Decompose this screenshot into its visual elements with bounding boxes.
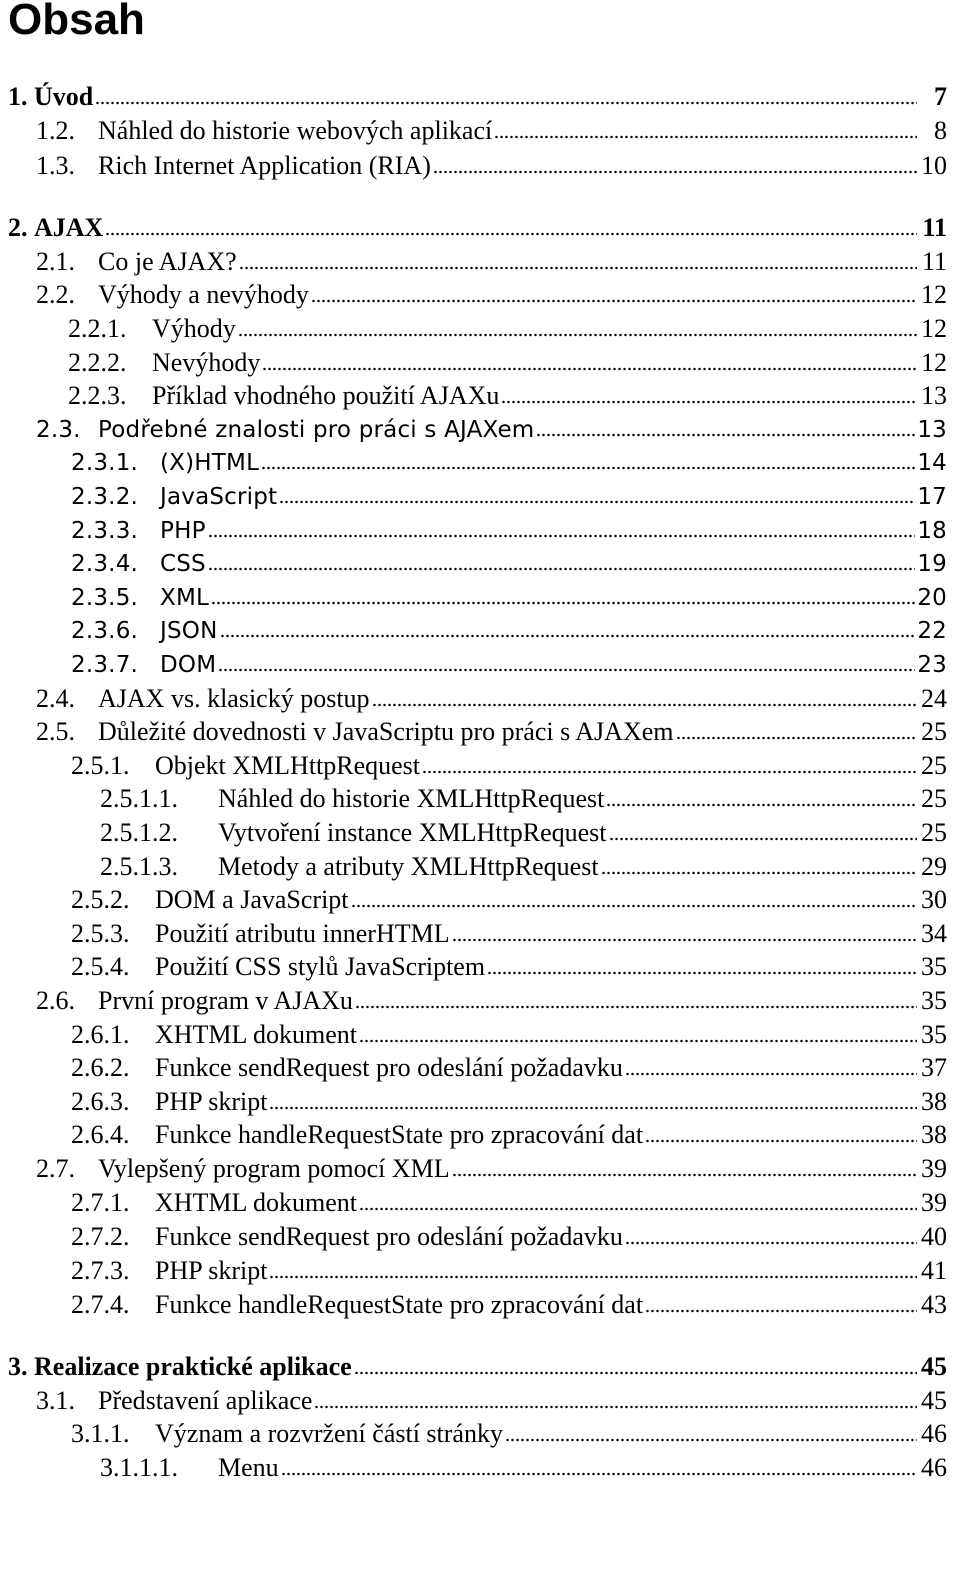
toc-entry[interactable] (36, 1151, 947, 1187)
toc-entry-title: XML (160, 585, 210, 611)
toc-entry-page-number: 18 (917, 518, 947, 544)
toc-entry-page-number: 13 (917, 417, 947, 443)
toc-entry-number: 2.2.3. (68, 381, 127, 410)
toc-entry[interactable] (36, 1383, 947, 1419)
toc-entry-page-number: 30 (921, 885, 947, 914)
toc-entry[interactable] (71, 882, 947, 918)
toc-entry-page-number: 46 (921, 1453, 947, 1482)
toc-entry[interactable] (71, 1117, 947, 1153)
toc-entry[interactable] (71, 546, 947, 582)
toc-entry-number: 2.1. (36, 247, 75, 276)
toc-entry[interactable] (68, 345, 947, 381)
dot-leader (452, 1157, 917, 1177)
toc-entry-title: Funkce sendRequest pro odeslání požadavku (155, 1222, 623, 1251)
toc-entry-title: Výhody (152, 314, 236, 343)
toc-entry[interactable] (71, 949, 947, 985)
toc-entry-number: 2. (8, 213, 28, 242)
toc-entry-title: CSS (160, 551, 206, 577)
toc-entry-number: 2.6.2. (71, 1053, 130, 1082)
toc-entry[interactable] (36, 244, 947, 280)
toc-entry-title: Náhled do historie webových aplikací (98, 116, 493, 145)
toc-entry-title: Metody a atributy XMLHttpRequest (218, 852, 599, 881)
toc-entry-page-number: 11 (921, 247, 947, 276)
toc-entry-page-number: 22 (917, 618, 947, 644)
toc-entry[interactable] (71, 580, 947, 616)
toc-entry-title: Použití CSS stylů JavaScriptem (155, 952, 486, 981)
toc-entry[interactable] (71, 1416, 947, 1452)
toc-entry-page-number: 35 (921, 986, 947, 1015)
toc-entry-title: Důležité dovednosti v JavaScriptu pro práci s AJAXem (98, 717, 674, 746)
toc-entry[interactable] (71, 1287, 947, 1323)
toc-entry-title: JavaScript (160, 484, 278, 510)
toc-entry-number: 3.1. (36, 1386, 75, 1415)
toc-entry-title: AJAX vs. klasický postup (98, 684, 370, 713)
toc-entry[interactable] (36, 148, 947, 184)
page-title: Obsah (8, 0, 145, 44)
toc-entry-title: PHP skript (155, 1087, 268, 1116)
toc-entry-title: JSON (160, 618, 218, 644)
dot-leader (281, 1456, 917, 1476)
toc-entry-page-number: 24 (921, 684, 947, 713)
toc-entry[interactable] (71, 1185, 947, 1221)
dot-leader (676, 720, 918, 740)
toc-entry-title: Podřebné znalosti pro práci s AJAXem (98, 417, 535, 443)
toc-entry-page-number: 20 (917, 585, 947, 611)
toc-entry-title: (X)HTML (160, 450, 260, 476)
toc-entry-title: Menu (218, 1453, 279, 1482)
toc-entry[interactable] (36, 277, 947, 313)
toc-entry-number: 2.3.1. (71, 450, 139, 476)
toc-entry-title: Příklad vhodného použití AJAXu (152, 381, 500, 410)
toc-entry-page-number: 38 (921, 1120, 947, 1149)
toc-entry-number: 2.3. (36, 417, 81, 443)
toc-entry[interactable] (8, 210, 947, 246)
toc-entry-page-number: 45 (921, 1352, 947, 1381)
toc-entry-title: Objekt XMLHttpRequest (155, 751, 421, 780)
dot-leader (452, 922, 917, 942)
toc-entry-number: 2.7.3. (71, 1256, 130, 1285)
toc-entry-number: 2.5.3. (71, 919, 130, 948)
dot-leader (220, 618, 916, 638)
toc-entry-page-number: 8 (934, 116, 947, 145)
toc-entry-number: 2.3.2. (71, 484, 139, 510)
toc-entry-title: Představení aplikace (98, 1386, 313, 1415)
dot-leader (95, 85, 917, 105)
toc-entry[interactable] (71, 613, 947, 649)
toc-entry-title: DOM (160, 652, 217, 678)
toc-entry-number: 2.7. (36, 1154, 75, 1183)
toc-entry-page-number: 39 (921, 1188, 947, 1217)
toc-entry[interactable] (36, 714, 947, 750)
toc-entry-number: 2.6.1. (71, 1020, 130, 1049)
toc-entry-title: Co je AJAX? (98, 247, 237, 276)
dot-leader (645, 1293, 917, 1313)
toc-entry-number: 2.5.4. (71, 952, 130, 981)
toc-entry-page-number: 45 (921, 1386, 947, 1415)
dot-leader (262, 351, 917, 371)
dot-leader (505, 1422, 917, 1442)
dot-leader (433, 154, 917, 174)
toc-entry-title: Význam a rozvržení částí stránky (155, 1419, 503, 1448)
toc-entry-number: 2.7.1. (71, 1188, 130, 1217)
dot-leader (238, 317, 917, 337)
toc-entry-title: Vytvoření instance XMLHttpRequest (218, 818, 607, 847)
dot-leader (359, 1191, 917, 1211)
toc-entry-number: 2.3.6. (71, 618, 139, 644)
dot-leader (239, 250, 917, 270)
toc-entry[interactable] (36, 983, 947, 1019)
toc-entry[interactable] (68, 311, 947, 347)
toc-entry-number: 2.5.1.2. (100, 818, 178, 847)
dot-leader (311, 283, 917, 303)
dot-leader (422, 754, 917, 774)
toc-entry-number: 2.2. (36, 280, 75, 309)
toc-entry-title: Použití atributu innerHTML (155, 919, 450, 948)
toc-entry-number: 2.5. (36, 717, 75, 746)
toc-entry-title: PHP (160, 518, 206, 544)
toc-entry[interactable] (71, 1253, 947, 1289)
toc-entry-number: 2.3.3. (71, 518, 139, 544)
toc-entry-page-number: 11 (922, 213, 947, 242)
dot-leader (601, 855, 917, 875)
dot-leader (625, 1225, 917, 1245)
toc-entry-number: 2.3.7. (71, 652, 139, 678)
toc-entry[interactable] (100, 815, 947, 851)
dot-leader (261, 450, 915, 470)
dot-leader (269, 1259, 917, 1279)
toc-entry-number: 3.1.1. (71, 1419, 130, 1448)
toc-entry[interactable] (100, 849, 947, 885)
toc-entry-page-number: 34 (921, 919, 947, 948)
toc-entry-page-number: 23 (917, 652, 947, 678)
dot-leader (609, 821, 918, 841)
toc-entry-number: 3. (8, 1352, 28, 1381)
toc-entry-page-number: 40 (921, 1222, 947, 1251)
dot-leader (354, 1355, 917, 1375)
toc-entry-page-number: 25 (921, 784, 947, 813)
toc-entry-page-number: 19 (917, 551, 947, 577)
toc-entry-number: 2.5.1.3. (100, 852, 178, 881)
dot-leader (359, 1023, 917, 1043)
toc-entry-number: 2.5.2. (71, 885, 130, 914)
dot-leader (211, 585, 915, 605)
dot-leader (536, 417, 915, 437)
toc-entry-page-number: 12 (921, 314, 947, 343)
toc-entry-page-number: 25 (921, 717, 947, 746)
toc-entry-page-number: 25 (921, 818, 947, 847)
toc-entry-page-number: 46 (921, 1419, 947, 1448)
toc-entry[interactable] (71, 647, 947, 683)
toc-entry-number: 1.2. (36, 116, 75, 145)
dot-leader (269, 1090, 917, 1110)
toc-entry-page-number: 35 (921, 1020, 947, 1049)
dot-leader (494, 119, 917, 139)
toc-entry-page-number: 12 (921, 280, 947, 309)
toc-entry-number: 2.4. (36, 684, 75, 713)
toc-entry-title: DOM a JavaScript (155, 885, 349, 914)
toc-entry-page-number: 41 (921, 1256, 947, 1285)
toc-entry-title: XHTML dokument (155, 1020, 357, 1049)
toc-entry-number: 1.3. (36, 151, 75, 180)
toc-entry-title: Funkce handleRequestState pro zpracování dat (155, 1290, 644, 1319)
toc-entry-number: 2.5.1. (71, 751, 130, 780)
toc-entry[interactable] (71, 1017, 947, 1053)
toc-entry-number: 2.6. (36, 986, 75, 1015)
toc-entry-title: Vylepšený program pomocí XML (98, 1154, 450, 1183)
dot-leader (218, 652, 915, 672)
toc-entry-title: Nevýhody (152, 348, 261, 377)
toc-entry-page-number: 10 (921, 151, 947, 180)
toc-entry[interactable] (8, 79, 947, 115)
toc-entry[interactable] (36, 681, 947, 717)
toc-entry-title: Náhled do historie XMLHttpRequest (218, 784, 605, 813)
toc-entry-number: 3.1.1.1. (100, 1453, 178, 1482)
dot-leader (606, 787, 917, 807)
toc-entry-number: 2.2.1. (68, 314, 127, 343)
toc-entry-page-number: 37 (921, 1053, 947, 1082)
toc-entry-page-number: 25 (921, 751, 947, 780)
toc-entry[interactable] (100, 781, 947, 817)
dot-leader (351, 888, 917, 908)
dot-leader (372, 687, 917, 707)
dot-leader (645, 1123, 917, 1143)
toc-entry-number: 2.7.2. (71, 1222, 130, 1251)
toc-entry-number: 2.7.4. (71, 1290, 130, 1319)
toc-entry-title: PHP skript (155, 1256, 268, 1285)
toc-entry-page-number: 14 (917, 450, 947, 476)
dot-leader (501, 384, 917, 404)
toc-entry[interactable] (36, 113, 947, 149)
toc-entry-title: Rich Internet Application (RIA) (98, 151, 431, 180)
toc-entry-number: 2.5.1.1. (100, 784, 178, 813)
dot-leader (208, 551, 915, 571)
toc-entry-page-number: 7 (934, 82, 947, 111)
toc-entry-page-number: 29 (921, 852, 947, 881)
dot-leader (487, 955, 917, 975)
toc-entry-page-number: 43 (921, 1290, 947, 1319)
toc-entry[interactable] (36, 412, 947, 448)
toc-entry-page-number: 38 (921, 1087, 947, 1116)
toc-entry-title: XHTML dokument (155, 1188, 357, 1217)
toc-entry-title: Funkce handleRequestState pro zpracování dat (155, 1120, 644, 1149)
toc-entry[interactable] (71, 1050, 947, 1086)
toc-entry-number: 2.6.4. (71, 1120, 130, 1149)
toc-entry-page-number: 17 (917, 484, 947, 510)
toc-entry[interactable] (71, 479, 947, 515)
toc-entry[interactable] (71, 513, 947, 549)
toc-entry-page-number: 35 (921, 952, 947, 981)
toc-entry[interactable] (71, 445, 947, 481)
toc-entry[interactable] (71, 1219, 947, 1255)
toc-entry-title: Realizace praktické aplikace (34, 1352, 352, 1381)
toc-entry-number: 2.3.4. (71, 551, 139, 577)
toc-entry[interactable] (8, 1349, 947, 1385)
toc-entry[interactable] (71, 1084, 947, 1120)
toc-entry-number: 2.2.2. (68, 348, 127, 377)
toc-entry[interactable] (71, 748, 947, 784)
toc-entry-title: Úvod (34, 82, 94, 111)
toc-entry[interactable] (68, 378, 947, 414)
toc-entry[interactable] (100, 1450, 947, 1486)
dot-leader (105, 216, 917, 236)
toc-entry-title: Funkce sendRequest pro odeslání požadavku (155, 1053, 623, 1082)
dot-leader (355, 989, 917, 1009)
toc-entry-page-number: 12 (921, 348, 947, 377)
toc-entry-number: 1. (8, 82, 28, 111)
toc-entry[interactable] (71, 916, 947, 952)
toc-entry-title: Výhody a nevýhody (98, 280, 309, 309)
toc-entry-number: 2.3.5. (71, 585, 139, 611)
dot-leader (625, 1056, 917, 1076)
toc-entry-number: 2.6.3. (71, 1087, 130, 1116)
toc-entry-title: První program v AJAXu (98, 986, 353, 1015)
dot-leader (208, 518, 916, 538)
dot-leader (279, 484, 915, 504)
toc-entry-title: AJAX (34, 213, 104, 242)
toc-entry-page-number: 39 (921, 1154, 947, 1183)
dot-leader (314, 1389, 917, 1409)
toc-entry-page-number: 13 (921, 381, 947, 410)
